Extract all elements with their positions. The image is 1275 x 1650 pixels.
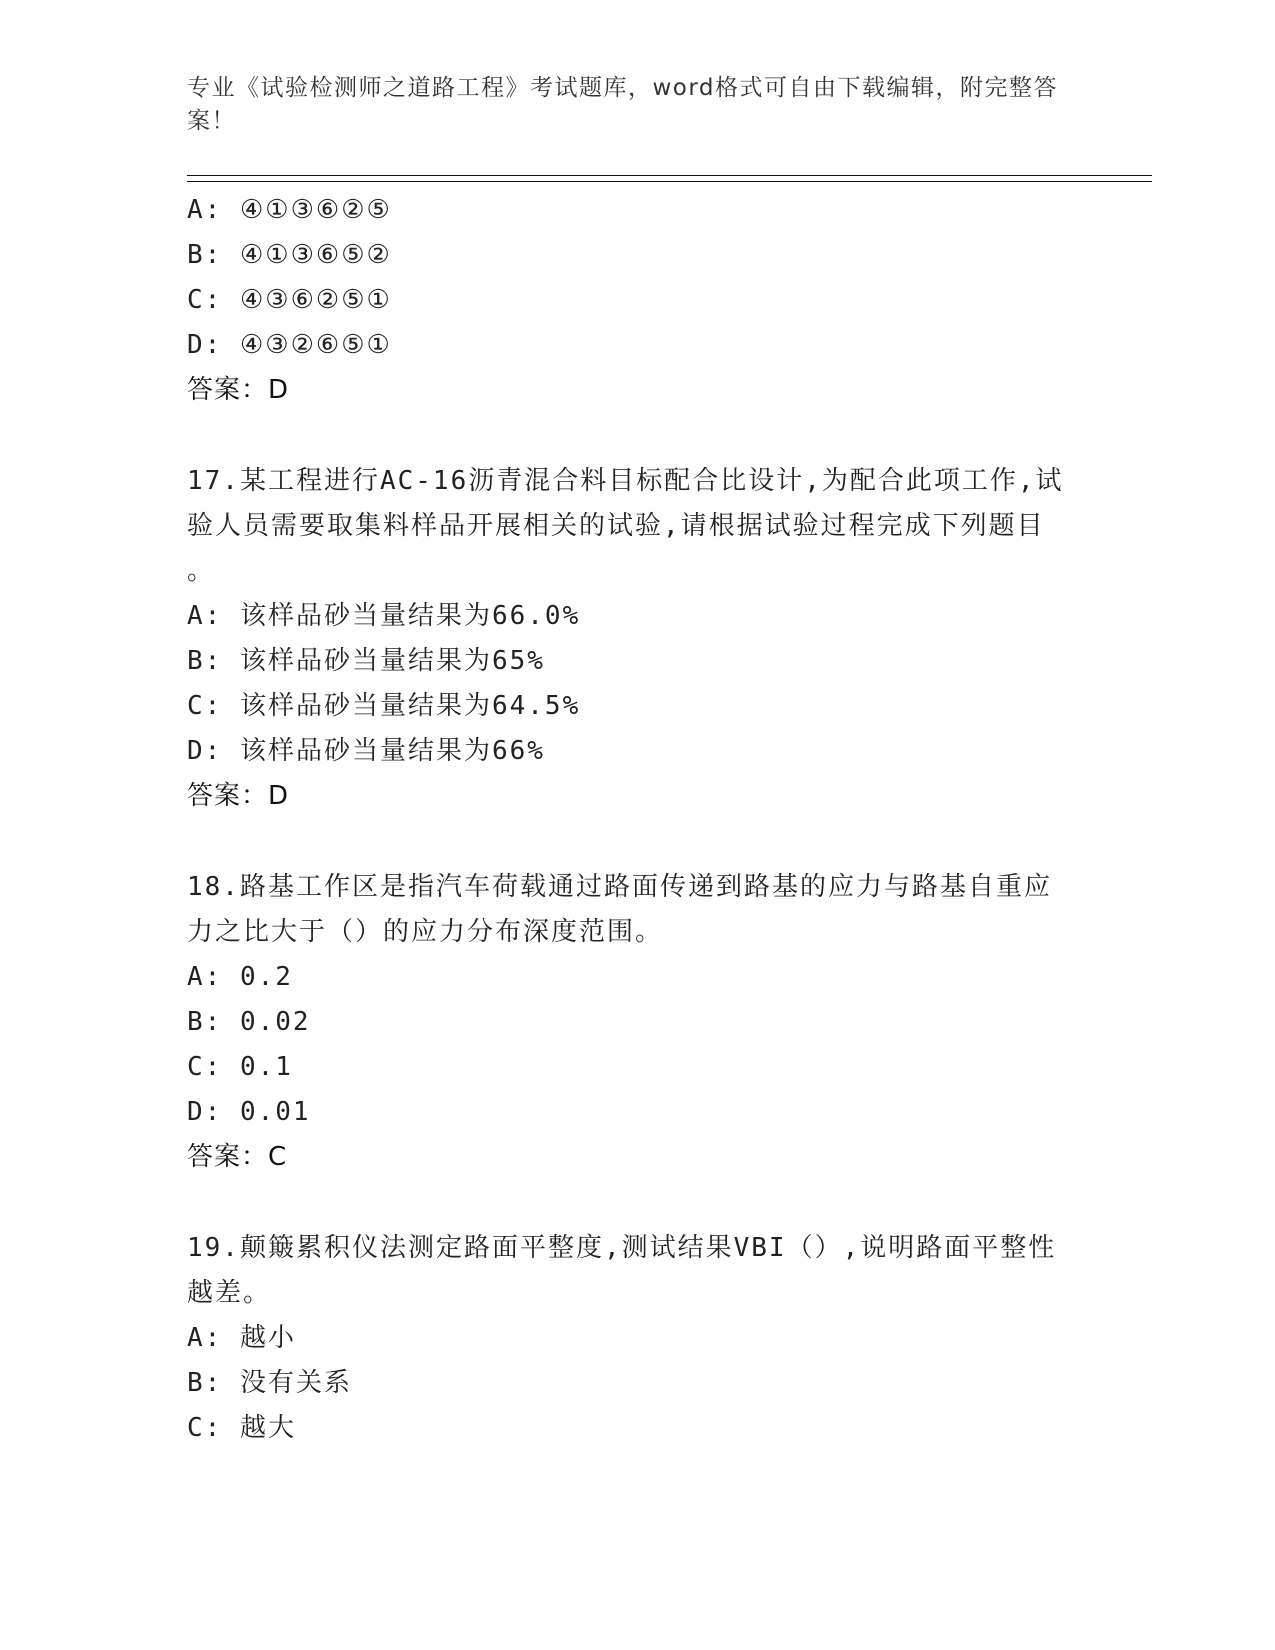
header-line-1: 专业《试验检测师之道路工程》考试题库，word格式可自由下载编辑，附完整答: [187, 75, 1059, 101]
question-stem: [187, 1226, 1067, 1316]
question-stem: [187, 459, 1067, 594]
option-b: B: 没有关系: [187, 1368, 352, 1398]
option-c: C: 0.1: [187, 1052, 293, 1082]
question-stem: [187, 865, 1067, 955]
question-16: [187, 188, 1087, 413]
option-d: D: 该样品砂当量结果为66%: [187, 736, 545, 766]
stem-line: 力之比大于（）的应力分布深度范围。: [187, 917, 664, 947]
option-d: D: ④③②⑥⑤①: [187, 330, 392, 360]
header-divider: [187, 175, 1152, 182]
option-c: C: 越大: [187, 1413, 296, 1443]
option-b: B: 该样品砂当量结果为65%: [187, 646, 545, 676]
answer: 答案：C: [187, 1142, 288, 1172]
question-17: [187, 459, 1087, 819]
stem-line: 17.某工程进行AC-16沥青混合料目标配合比设计,为配合此项工作,试: [187, 466, 1064, 496]
option-c: C: ④③⑥②⑤①: [187, 285, 392, 315]
answer: 答案：D: [187, 375, 290, 405]
stem-line: 。: [187, 556, 216, 586]
header-line-2: 案！: [187, 108, 236, 134]
document-header: [187, 72, 1067, 138]
option-b: B: 0.02: [187, 1007, 311, 1037]
option-a: A: 越小: [187, 1323, 296, 1353]
stem-line: 18.路基工作区是指汽车荷载通过路面传递到路基的应力与路基自重应: [187, 872, 1052, 902]
option-a: A: ④①③⑥②⑤: [187, 195, 392, 225]
spacer: [187, 819, 1087, 865]
question-19: [187, 1226, 1087, 1451]
answer: 答案：D: [187, 781, 290, 811]
option-a: A: 该样品砂当量结果为66.0%: [187, 601, 581, 631]
option-d: D: 0.01: [187, 1097, 311, 1127]
spacer: [187, 1180, 1087, 1226]
option-b: B: ④①③⑥⑤②: [187, 240, 392, 270]
question-18: [187, 865, 1087, 1180]
stem-line: 越差。: [187, 1278, 272, 1308]
stem-line: 验人员需要取集料样品开展相关的试验,请根据试验过程完成下列题目: [187, 511, 1045, 541]
stem-line: 19.颠簸累积仪法测定路面平整度,测试结果VBI（）,说明路面平整性: [187, 1233, 1057, 1263]
option-a: A: 0.2: [187, 962, 293, 992]
option-c: C: 该样品砂当量结果为64.5%: [187, 691, 581, 721]
spacer: [187, 413, 1087, 459]
document-body: [187, 188, 1087, 1451]
